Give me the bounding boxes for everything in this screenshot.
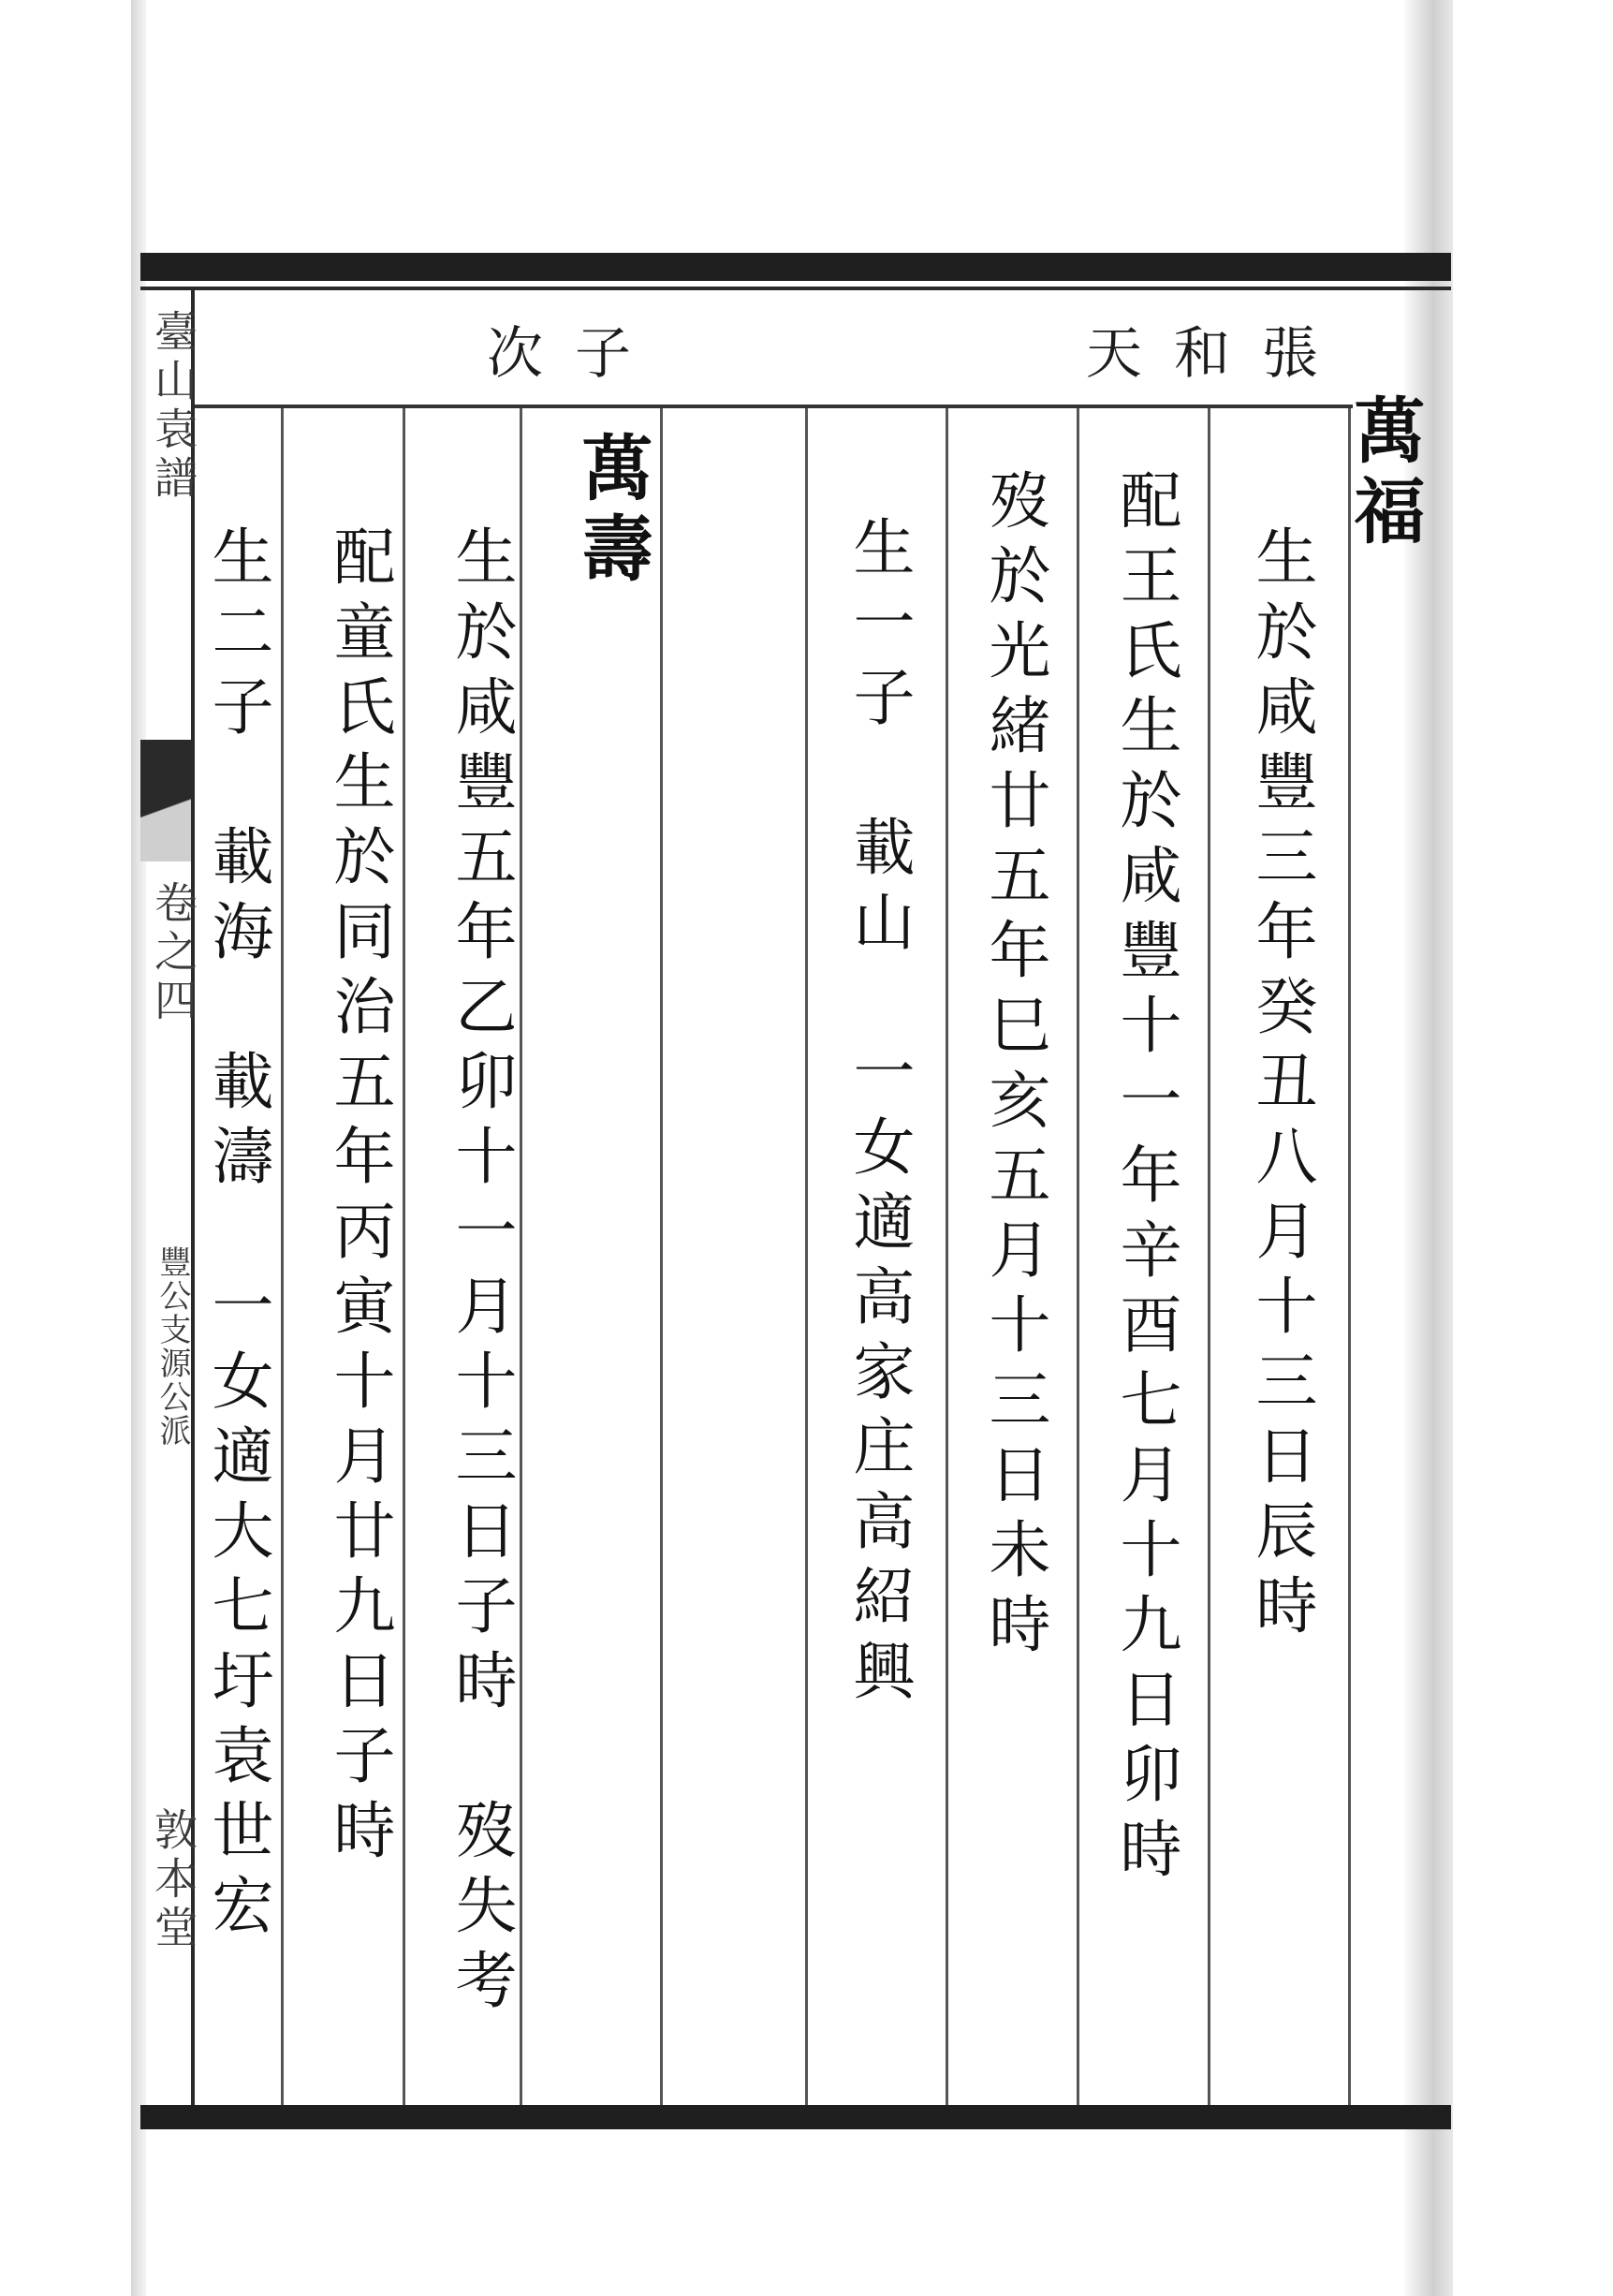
column-rule [281,408,284,2105]
scan-background [1453,0,1613,2296]
wanshou-spouse: 配童氏生於同治五年丙寅十月廿九日子時 [323,524,395,1873]
column-rule [403,408,405,2105]
person-name-wanfu: 萬福 [1342,393,1426,554]
fishtail-mark [140,740,191,861]
wanfu-children: 生一子 載山 一女適高家庄高紹興 [843,515,915,1714]
page-edge-shadow [1404,0,1453,2296]
branch-label: 豐公支源公派 [154,1245,191,1448]
column-rule [1208,408,1210,2105]
wanfu-spouse: 配王氏生於咸豐十一年辛酉七月十九日卯時 [1109,468,1181,1891]
column-rule [660,408,663,2105]
column-rule [1077,408,1079,2105]
book-title: 臺山袁譜 [148,309,198,504]
wanfu-death: 歿於光緒廿五年巳亥五月十三日未時 [978,468,1050,1667]
hall-label: 敦本堂 [148,1807,198,1953]
wanshou-children: 生二子 載海 載濤 一女適大七圩袁世宏 [201,524,273,1948]
column-rule [805,408,808,2105]
column-rule [946,408,948,2105]
generation-label: 天和張 [1086,321,1350,387]
generation-band-rule [192,405,1353,408]
wanshou-birth: 生於咸豐五年乙卯十一月十三日子時 歿失考 [445,524,517,2023]
wanfu-birth: 生於咸豐三年癸丑八月十三日辰時 [1245,524,1317,1648]
top-inner-border [140,287,1451,290]
column-rule [1348,408,1351,2105]
bottom-border [140,2105,1451,2129]
person-name-wanshou: 萬壽 [570,431,653,592]
column-rule [520,408,522,2105]
volume-label: 卷之四 [148,880,198,1026]
top-border [140,253,1451,281]
heir-label: 次子 [487,321,663,387]
